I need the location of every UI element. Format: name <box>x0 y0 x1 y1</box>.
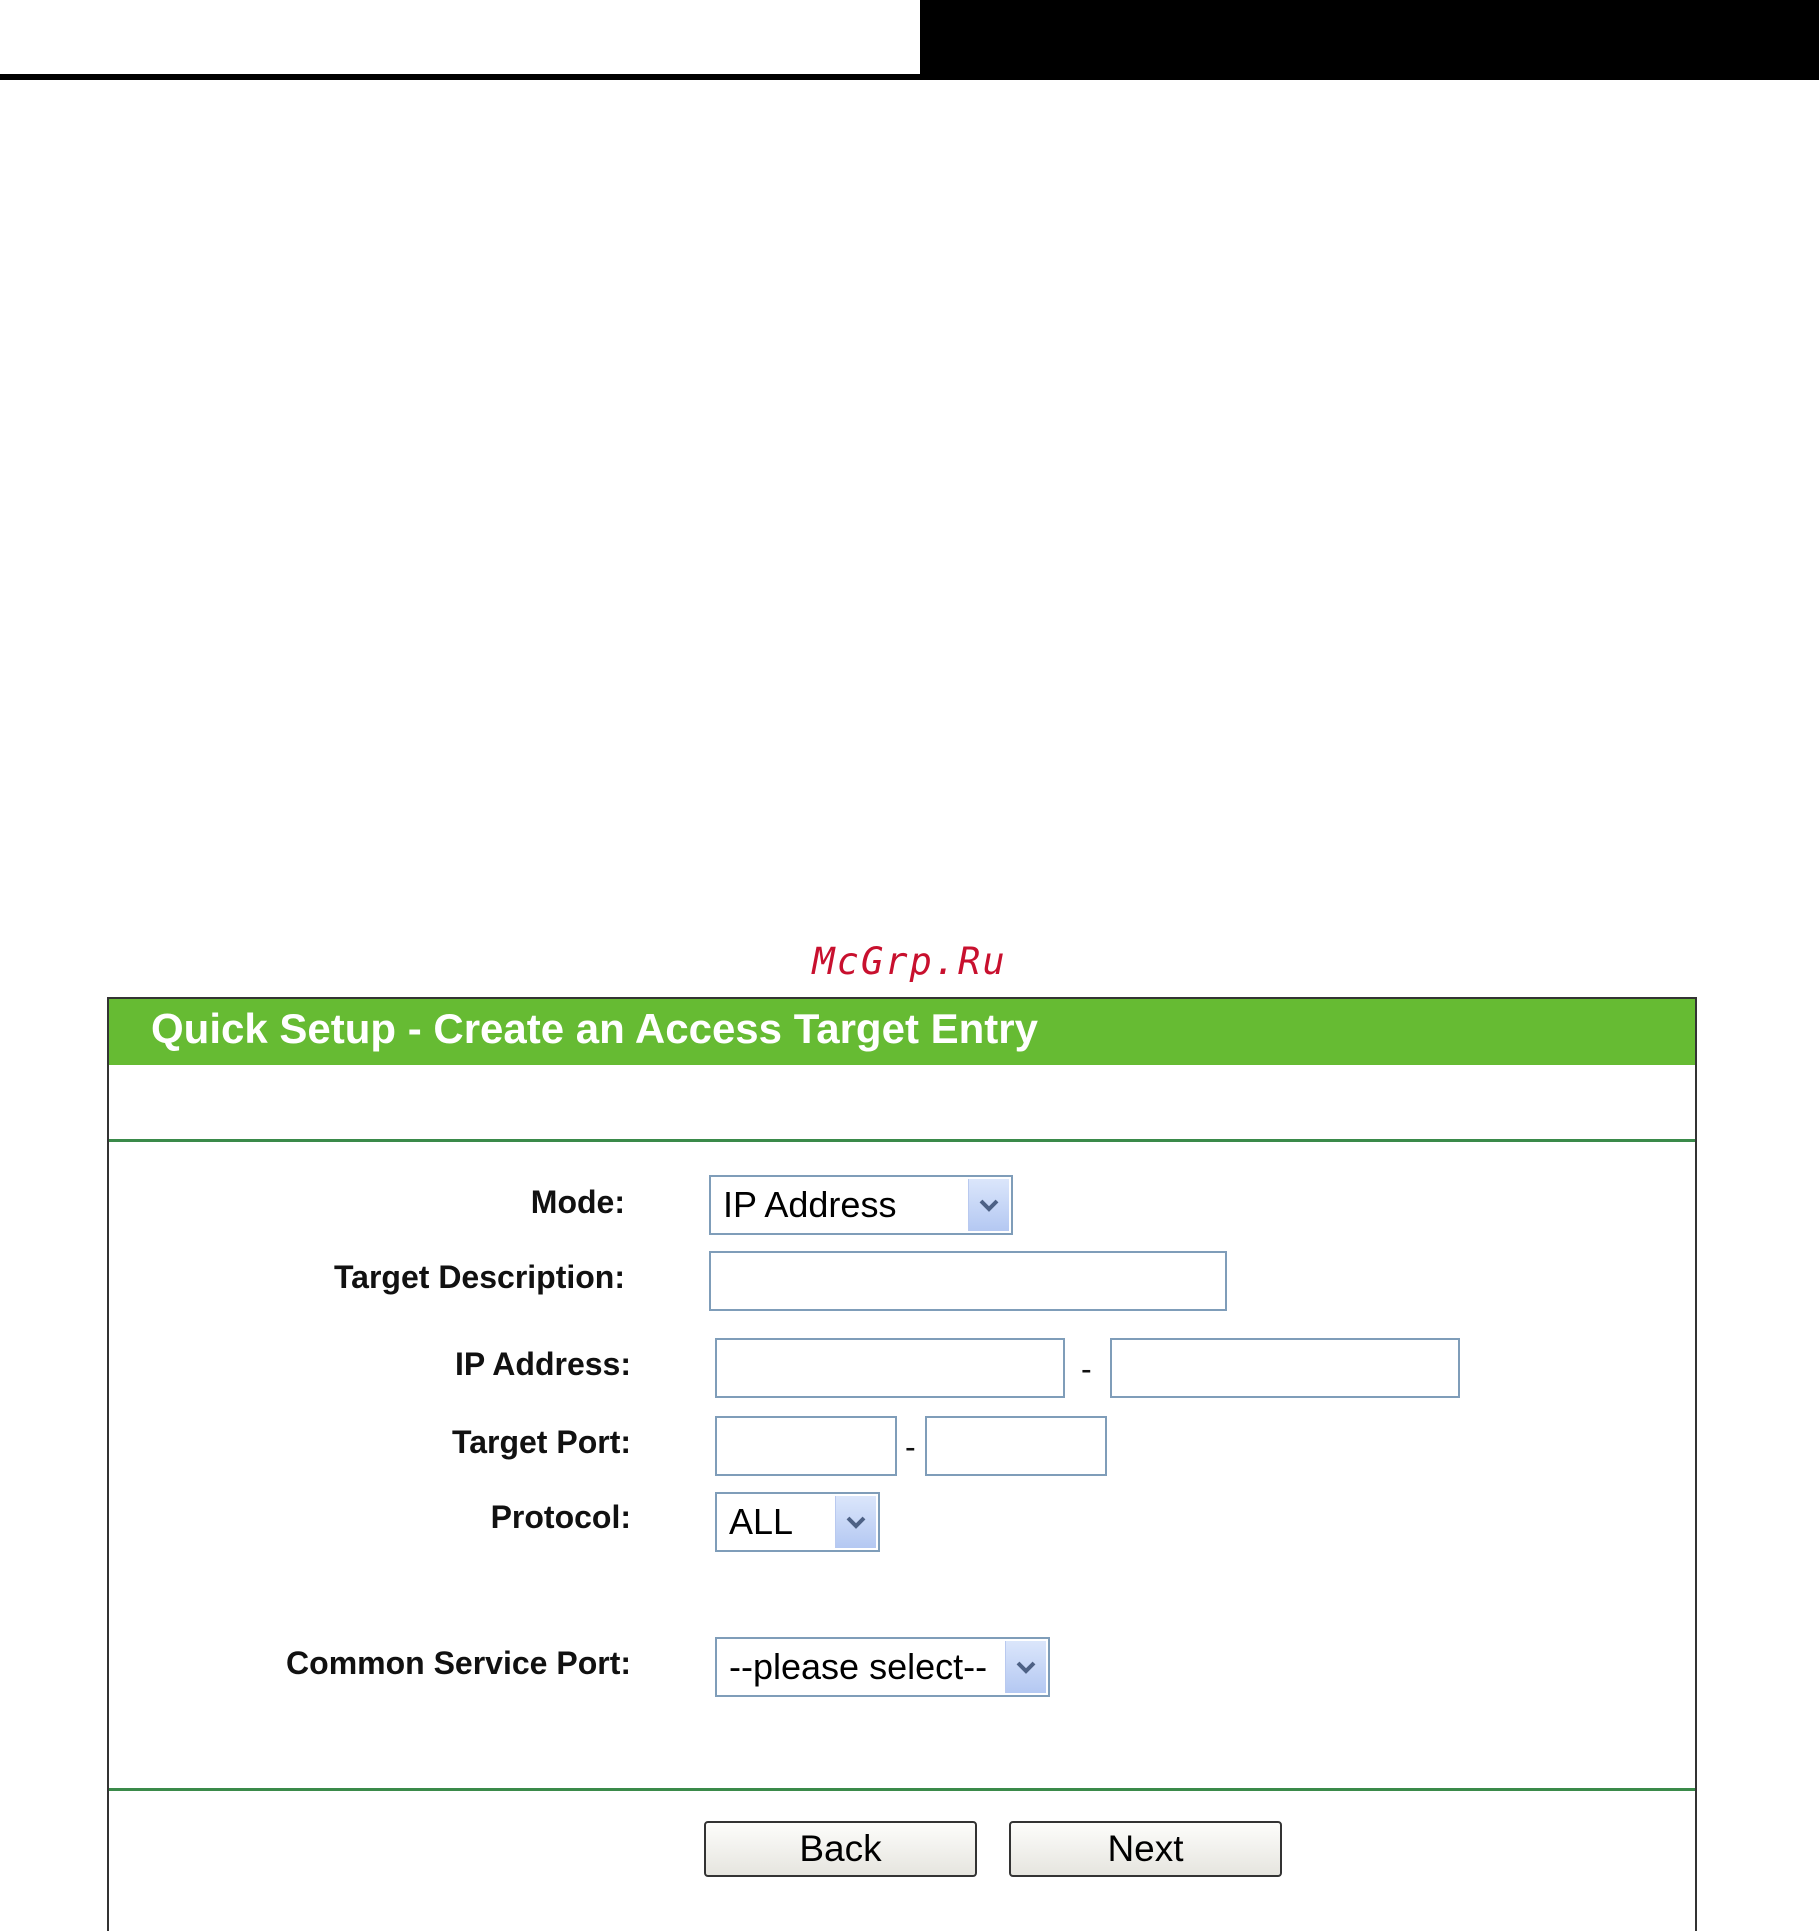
target-port-end-input[interactable] <box>925 1416 1107 1476</box>
target-description-label: Target Description: <box>334 1259 625 1295</box>
back-button[interactable]: Back <box>704 1821 977 1877</box>
ip-address-start-input[interactable] <box>715 1338 1065 1398</box>
mode-select[interactable] <box>709 1175 1013 1235</box>
chevron-down-icon[interactable] <box>1005 1641 1046 1693</box>
divider-top <box>109 1139 1695 1142</box>
ip-address-end-input[interactable] <box>1110 1338 1460 1398</box>
chevron-down-icon[interactable] <box>968 1179 1009 1231</box>
header-band-left <box>0 0 920 74</box>
ip-address-label: IP Address: <box>454 1346 631 1382</box>
target-port-start-input[interactable] <box>715 1416 897 1476</box>
target-port-label: Target Port: <box>452 1424 631 1460</box>
header-band-right <box>920 0 1819 74</box>
quick-setup-panel <box>107 997 1697 1931</box>
common-service-port-select[interactable] <box>715 1637 1050 1697</box>
common-service-port-label: Common Service Port: <box>286 1645 631 1681</box>
target-description-input[interactable] <box>709 1251 1227 1311</box>
protocol-select[interactable] <box>715 1492 880 1552</box>
next-button[interactable]: Next <box>1009 1821 1282 1877</box>
target-port-separator: - <box>905 1429 916 1465</box>
ip-address-separator: - <box>1081 1351 1092 1387</box>
mode-label: Mode: <box>530 1184 625 1220</box>
mode-select-value: IP Address <box>723 1184 897 1225</box>
protocol-label: Protocol: <box>490 1499 631 1535</box>
watermark: McGrp.Ru <box>812 940 1007 983</box>
page-title: Quick Setup - Create an Access Target Entry <box>151 1005 1038 1052</box>
protocol-select-value: ALL <box>729 1501 794 1542</box>
chevron-down-icon[interactable] <box>835 1496 876 1548</box>
header-rule <box>0 74 1819 80</box>
common-service-port-select-value: --please select-- <box>729 1646 988 1687</box>
title-bar <box>109 999 1695 1065</box>
divider-bottom <box>109 1788 1695 1791</box>
